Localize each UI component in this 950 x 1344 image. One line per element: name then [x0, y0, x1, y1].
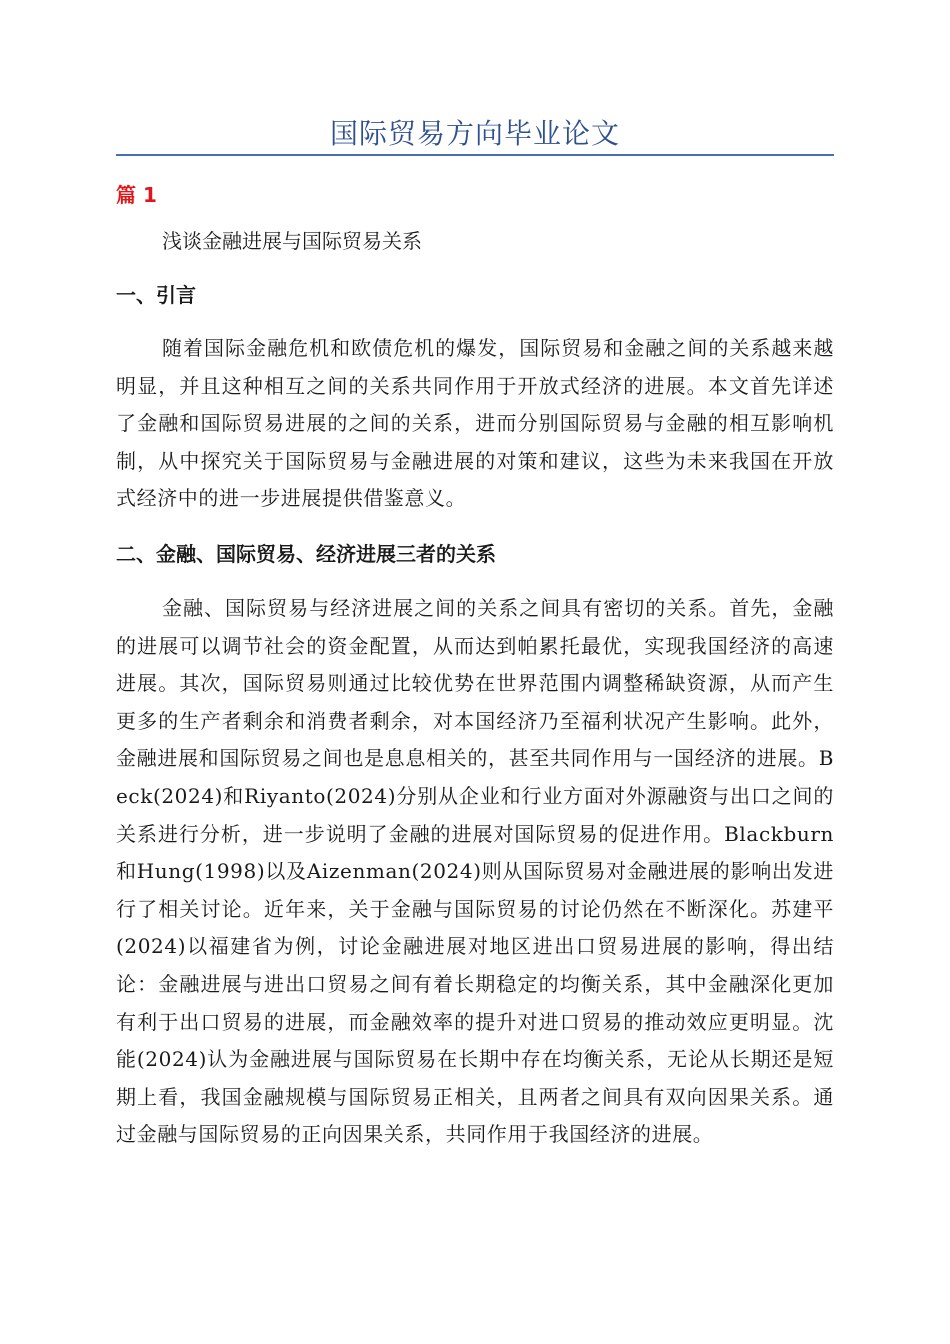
part-label: 篇 1 [116, 183, 157, 207]
title-divider [116, 154, 834, 156]
article-subtitle: 浅谈金融进展与国际贸易关系 [162, 229, 422, 253]
section-heading-introduction: 一、引言 [116, 283, 196, 307]
section-paragraph-introduction: 随着国际金融危机和欧债危机的爆发，国际贸易和金融之间的关系越来越明显，并且这种相互之间的关系共同作用于开放式经济的进展。本文首先详述了金融和国际贸易进展的之间的关系，进而分别国际贸易与金融的相互影响机制，从中探究关于国际贸易与金融进展的对策和建议，这些为未来我国在开放式经济中的进一步进展提供借鉴意义。 [116, 336, 834, 511]
section-heading-relationship: 二、金融、国际贸易、经济进展三者的关系 [116, 542, 496, 566]
section-paragraph-relationship: 金融、国际贸易与经济进展之间的关系之间具有密切的关系。首先，金融的进展可以调节社会的资金配置，从而达到帕累托最优，实现我国经济的高速进展。其次，国际贸易则通过比较优势在世界范围内调整稀缺资源，从而产生更多的生产者剩余和消费者剩余，对本国经济乃至福利状况产生影响。此外，金融进展和国际贸易之间也是息息相关的，甚至共同作用与一国经济的进展。Beck(2024)和Riyanto(2024)分别从企业和行业方面对外源融资与出口之间的关系进行分析，进一步说明了金融的进展对国际贸易的促进作用。Blackburn和Hung(1998)以及Aizenman(2024)则从国际贸易对金融进展的影响出发进行了相关讨论。近年来，关于金融与国际贸易的讨论仍然在不断深化。苏建平(2024)以福建省为例，讨论金融进展对地区进出口贸易进展的影响，得出结论：金融进展与进出口贸易之间有着长期稳定的均衡关系，其中金融深化更加有利于出口贸易的进展，而金融效率的提升对进口贸易的推动效应更明显。沈能(2024)认为金融进展与国际贸易在长期中存在均衡关系，无论从长期还是短期上看，我国金融规模与国际贸易正相关，且两者之间具有双向因果关系。通过金融与国际贸易的正向因果关系，共同作用于我国经济的进展。 [116, 596, 834, 1147]
document-title: 国际贸易方向毕业论文 [329, 117, 620, 150]
